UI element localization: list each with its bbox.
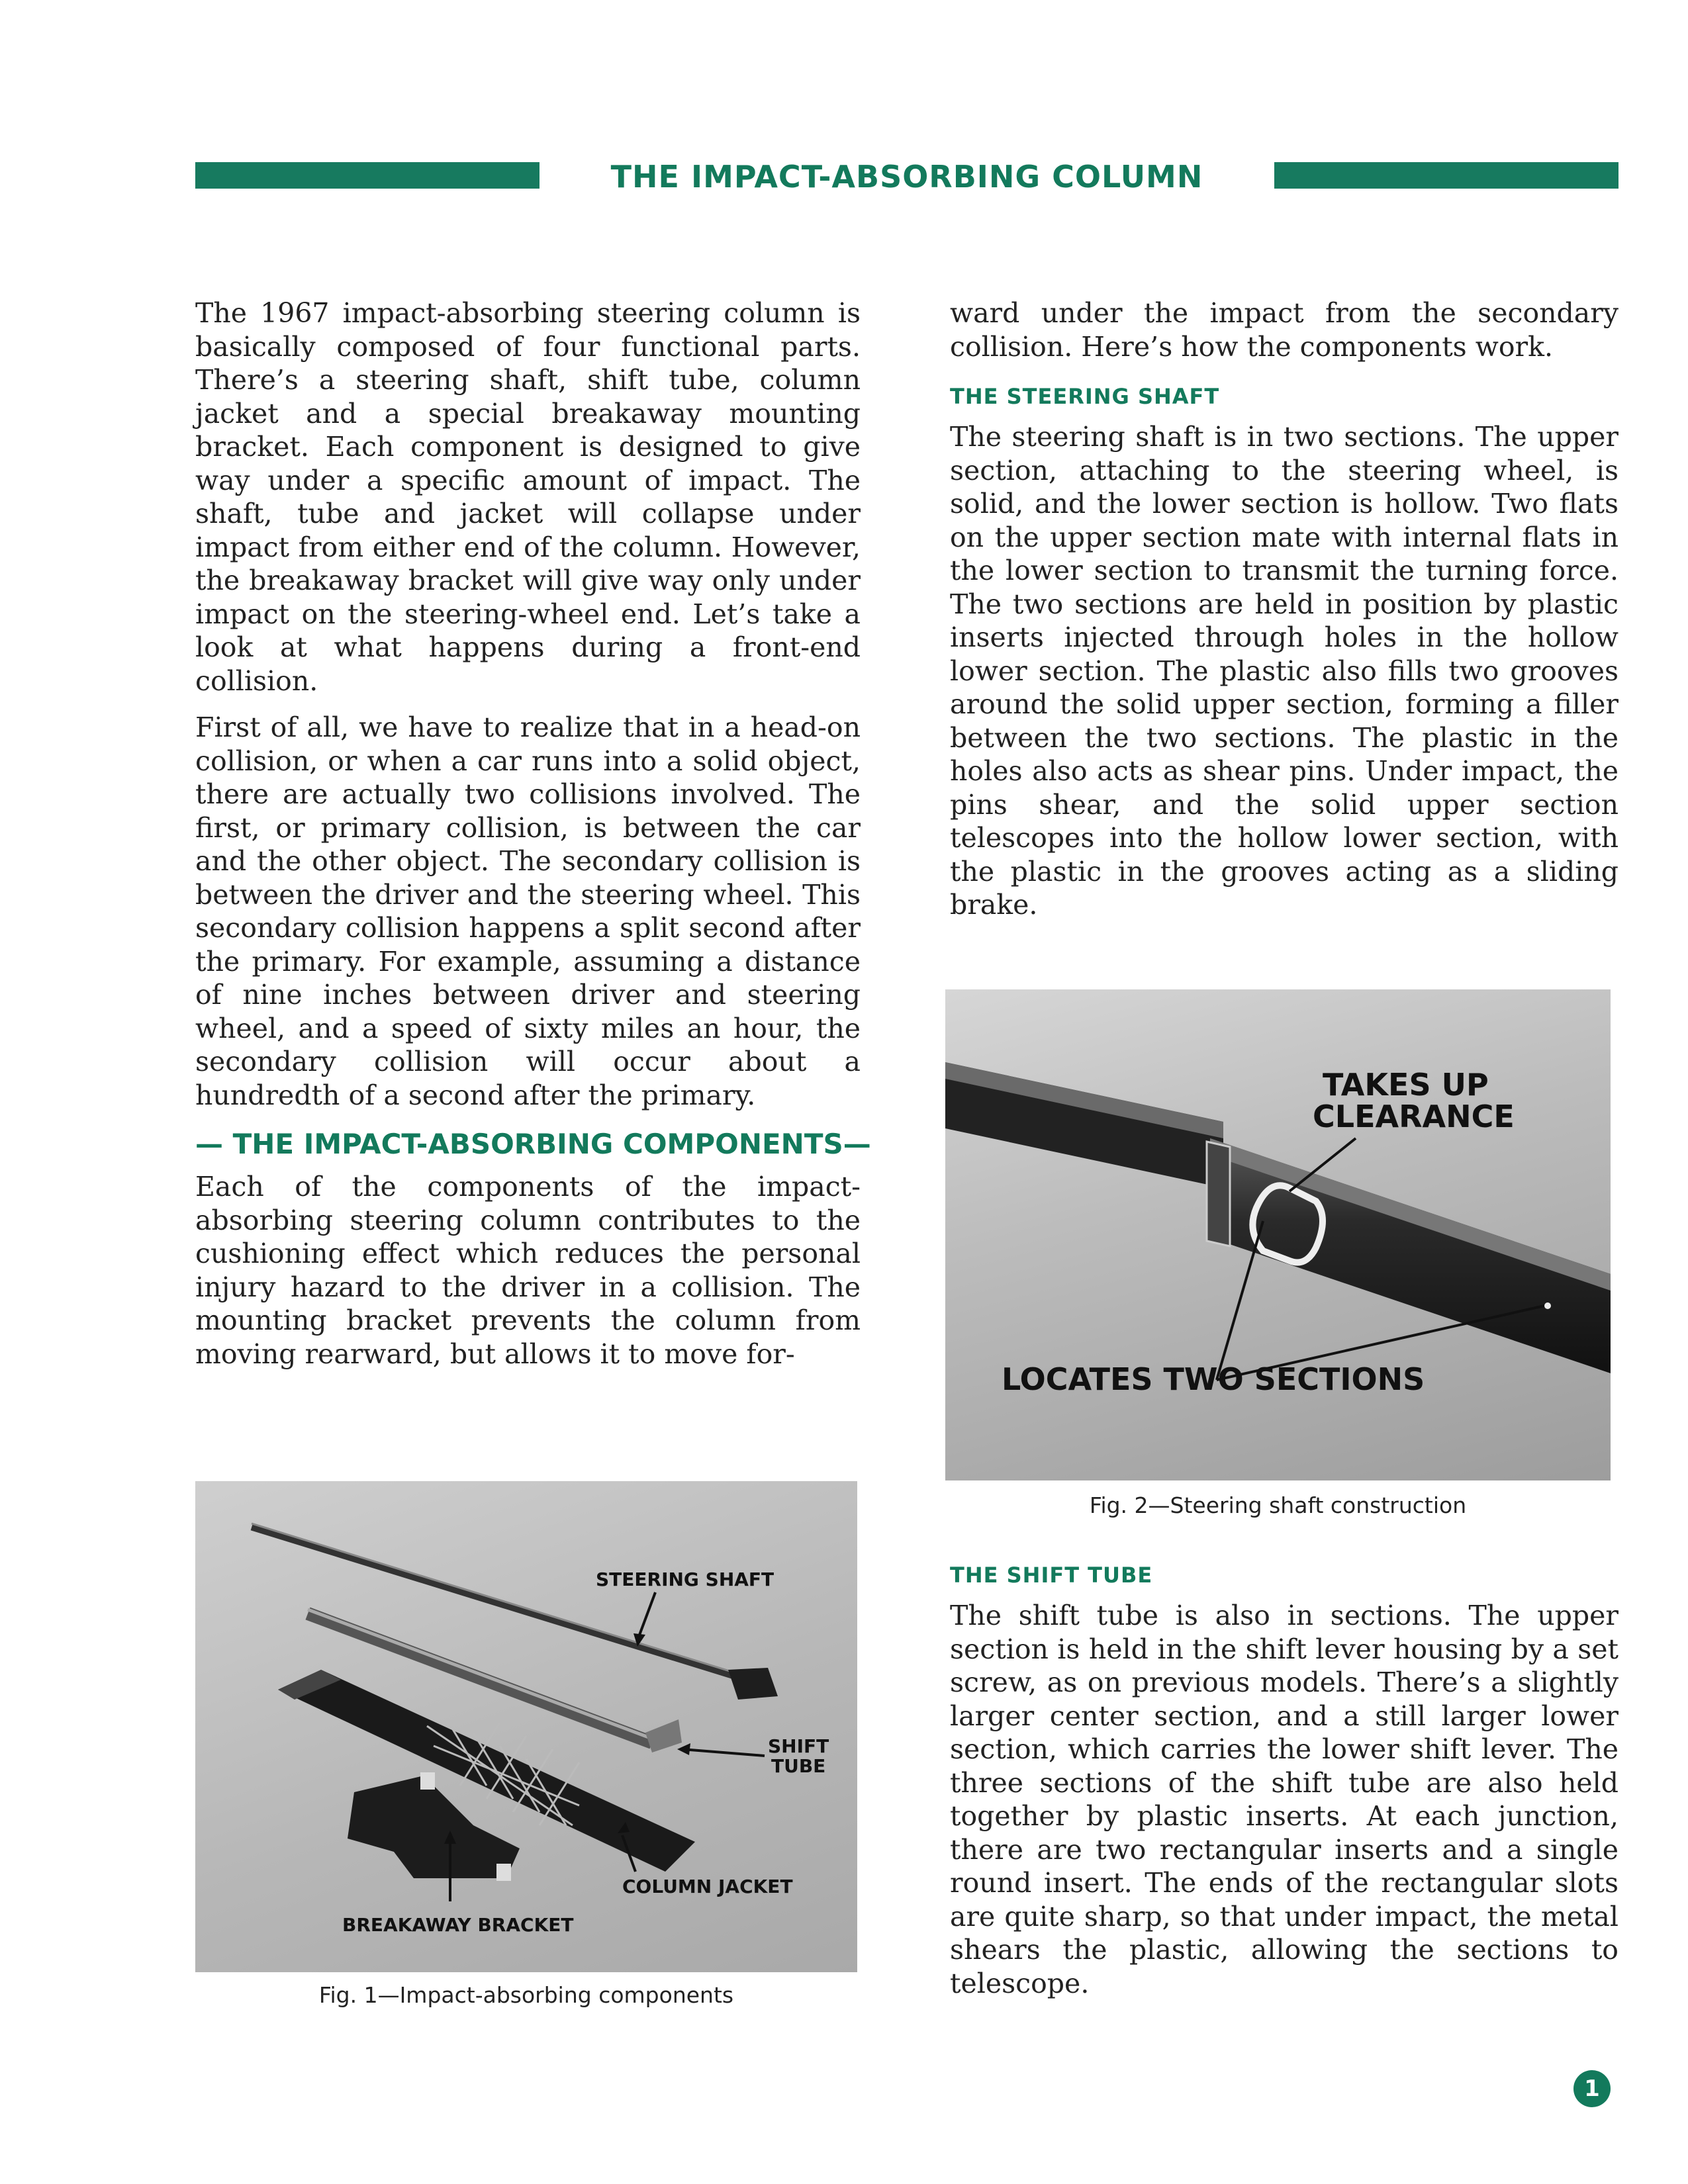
steering-shaft-paragraph: The steering shaft is in two sections. The upper section, attaching to the steering wheel, is solid, and the lower section is hollow. Two flats on the upper section mate with internal flats in the lower section to transmit the turning force. The two sections are held in position by plastic inserts injected through holes in the hollow lower section. The plastic also fills two grooves around the solid upper section, forming a filler between the two sections. The plastic in the holes also acts as shear pins. Under impact, the pins shear, and the solid upper section telescopes into the hollow lower section, with the plastic in the grooves acting as a sliding brake. xyxy=(950,421,1618,921)
shift-tube-paragraph: The shift tube is also in sections. The upper section is held in the shift lever housing by a set screw, as on previous models. There’s a slightly larger center section, and a still larger lower section, which carries the lower shift lever. The three sections of the shift tube are also held together by plastic inserts. At each junction, there are two rectangular inserts and a single round insert. The ends of the rectangular slots are quite sharp, so that under impact, the metal shears the plastic, allowing the sections to telescope. xyxy=(950,1600,1618,1999)
takes-up-label-line2: CLEARANCE xyxy=(1313,1099,1515,1134)
components-heading: — THE IMPACT-ABSORBING COMPONENTS— xyxy=(195,1128,871,1160)
intro-paragraph: The 1967 impact-absorbing steering column is basically composed of four functional parts. There’s a steering shaft, shift tube, column jacket and a special breakaway mounting bracket. Each component is designed to give way under a specific amount of impact. The shaft, tube and jacket will collapse under impact from either end of the column. However, the breakaway bracket will give way only under impact on the steering-wheel end. Let’s take a look at what happens during a front-end collision. xyxy=(195,297,861,697)
steering-shaft-heading: THE STEERING SHAFT xyxy=(950,384,1220,409)
page-title: THE IMPACT-ABSORBING COLUMN xyxy=(610,159,1203,195)
collision-paragraph: First of all, we have to realize that in a head-on collision, or when a car runs into a solid object, there are actually two collisions involved. The first, or primary collision, is between the car and the other object. The secondary collision is between the driver and the steering wheel. This secondary collision happens a split second after the primary. For example, assuming a distance of nine inches between driver and steering wheel, and a speed of sixty miles an hour, the secondary collision will occur about a hundredth of a second after the primary. xyxy=(195,711,861,1111)
left-column xyxy=(195,296,871,1371)
shift-tube-heading: THE SHIFT TUBE xyxy=(950,1563,1153,1588)
components-photo xyxy=(195,1481,857,1972)
figure1-caption: Fig. 1—Impact-absorbing components xyxy=(318,1982,734,2008)
locates-label: LOCATES TWO SECTIONS xyxy=(1002,1361,1425,1397)
page-number: 1 xyxy=(1573,2070,1611,2107)
shift-tube-label-line2: TUBE xyxy=(771,1755,826,1777)
takes-up-label-line1: TAKES UP xyxy=(1323,1067,1489,1103)
right-column-bottom xyxy=(950,1562,1618,2000)
steering-shaft-photo xyxy=(945,989,1611,1480)
continuation-paragraph: ward under the impact from the secondary collision. Here’s how the components work. xyxy=(950,297,1618,363)
header-rule-left xyxy=(195,162,539,189)
components-paragraph: Each of the components of the impact-absorbing steering column contributes to the cushioning effect which reduces the personal injury hazard to the driver in a collision. The mounting bracket prevents the column from moving rearward, but allows it to move for- xyxy=(195,1171,861,1370)
shift-tube-label-line1: SHIFT xyxy=(768,1735,829,1757)
column-jacket-label: COLUMN JACKET xyxy=(622,1876,793,1897)
steering-shaft-label: STEERING SHAFT xyxy=(596,1569,774,1590)
header-rule-right xyxy=(1274,162,1618,189)
right-column-top xyxy=(950,296,1618,922)
breakaway-bracket-label: BREAKAWAY BRACKET xyxy=(342,1914,574,1936)
figure2-caption: Fig. 2—Steering shaft construction xyxy=(1089,1492,1467,1518)
